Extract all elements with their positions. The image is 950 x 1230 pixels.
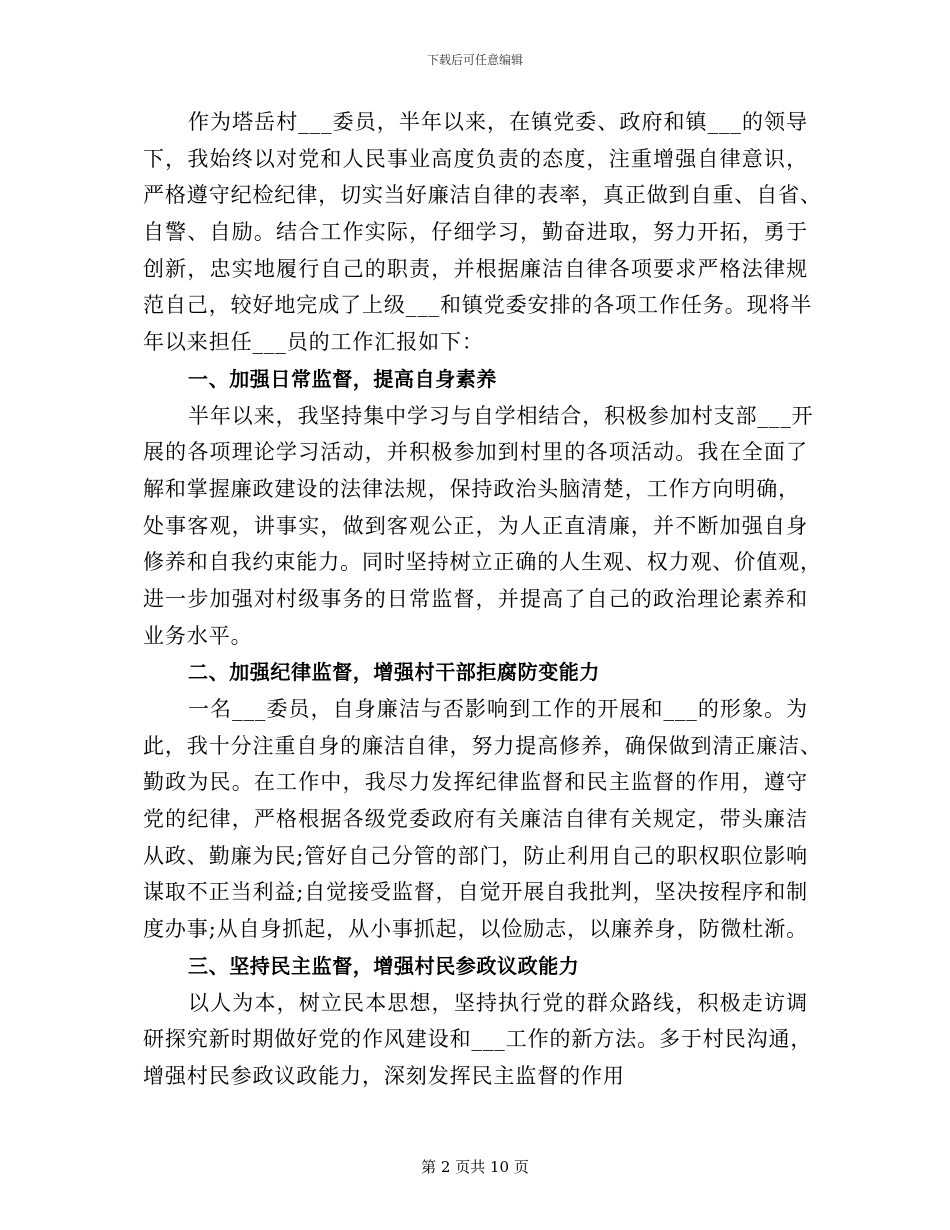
paragraph-line: 进一步加强对村级事务的日常监督，并提高了自己的政治理论素养和 — [143, 586, 808, 611]
paragraph-line: 创新，忠实地履行自己的职责，并根据廉洁自律各项要求严格法律规 — [143, 256, 808, 281]
paragraph-line: 此，我十分注重自身的廉洁自律，努力提高修养，确保做到清正廉洁、 — [143, 733, 822, 758]
section-heading: 二、加强纪律监督，增强村干部拒腐防变能力 — [188, 660, 600, 685]
paragraph-line: 自警、自励。结合工作实际，仔细学习，勤奋进取，努力开拓，勇于 — [143, 220, 808, 245]
paragraph-line: 处事客观，讲事实，做到客观公正，为人正直清廉，并不断加强自身 — [143, 513, 808, 538]
paragraph-line: 研探究新时期做好党的作风建设和___工作的新方法。多于村民沟通， — [143, 1027, 813, 1052]
paragraph-line: 增强村民参政议政能力，深刻发挥民主监督的作用 — [143, 1063, 625, 1088]
paragraph-line: 展的各项理论学习活动，并积极参加到村里的各项活动。我在全面了 — [143, 440, 808, 465]
paragraph-line: 谋取不正当利益;自觉接受监督，自觉开展自我批判，坚决按程序和制 — [143, 880, 808, 905]
paragraph-line: 度办事;从自身抓起，从小事抓起，以俭励志，以廉养身，防微杜渐。 — [143, 917, 808, 942]
paragraph-line: 半年以来，我坚持集中学习与自学相结合，积极参加村支部___开 — [188, 403, 814, 428]
paragraph-line: 解和掌握廉政建设的法律法规，保持政治头脑清楚，工作方向明确， — [143, 476, 800, 501]
paragraph-line: 修养和自我约束能力。同时坚持树立正确的人生观、权力观、价值观， — [143, 550, 822, 575]
paragraph-line: 一名___委员，自身廉洁与否影响到工作的开展和___的形象。为 — [188, 697, 808, 721]
page-number: 第 2 页共 10 页 — [421, 1158, 529, 1176]
paragraph-line: 以人为本，树立民本思想，坚持执行党的群众路线，积极走访调 — [188, 990, 808, 1015]
paragraph-line: 从政、勤廉为民;管好自己分管的部门，防止利用自己的职权职位影响 — [143, 843, 808, 868]
paragraph-line: 年以来担任___员的工作汇报如下： — [143, 330, 484, 355]
paragraph-line: 下，我始终以对党和人民事业高度负责的态度，注重增强自律意识， — [143, 146, 808, 171]
paragraph-line: 范自己，较好地完成了上级___和镇党委安排的各项工作任务。现将半 — [143, 293, 813, 318]
paragraph-line: 业务水平。 — [143, 623, 253, 648]
page-header: 下载后可任意编辑 — [426, 53, 523, 67]
section-heading: 一、加强日常监督，提高自身素养 — [188, 366, 497, 391]
paragraph-line: 严格遵守纪检纪律，切实当好廉洁自律的表率，真正做到自重、自省、 — [143, 183, 822, 208]
paragraph-line: 勤政为民。在工作中，我尽力发挥纪律监督和民主监督的作用，遵守 — [143, 770, 808, 795]
document-body — [143, 104, 822, 1095]
paragraph-line: 党的纪律，严格根据各级党委政府有关廉洁自律有关规定，带头廉洁 — [143, 807, 808, 832]
section-heading: 三、坚持民主监督，增强村民参政议政能力 — [188, 953, 580, 978]
paragraph-line: 作为塔岳村___委员，半年以来，在镇党委、政府和镇___的领导 — [188, 110, 808, 134]
